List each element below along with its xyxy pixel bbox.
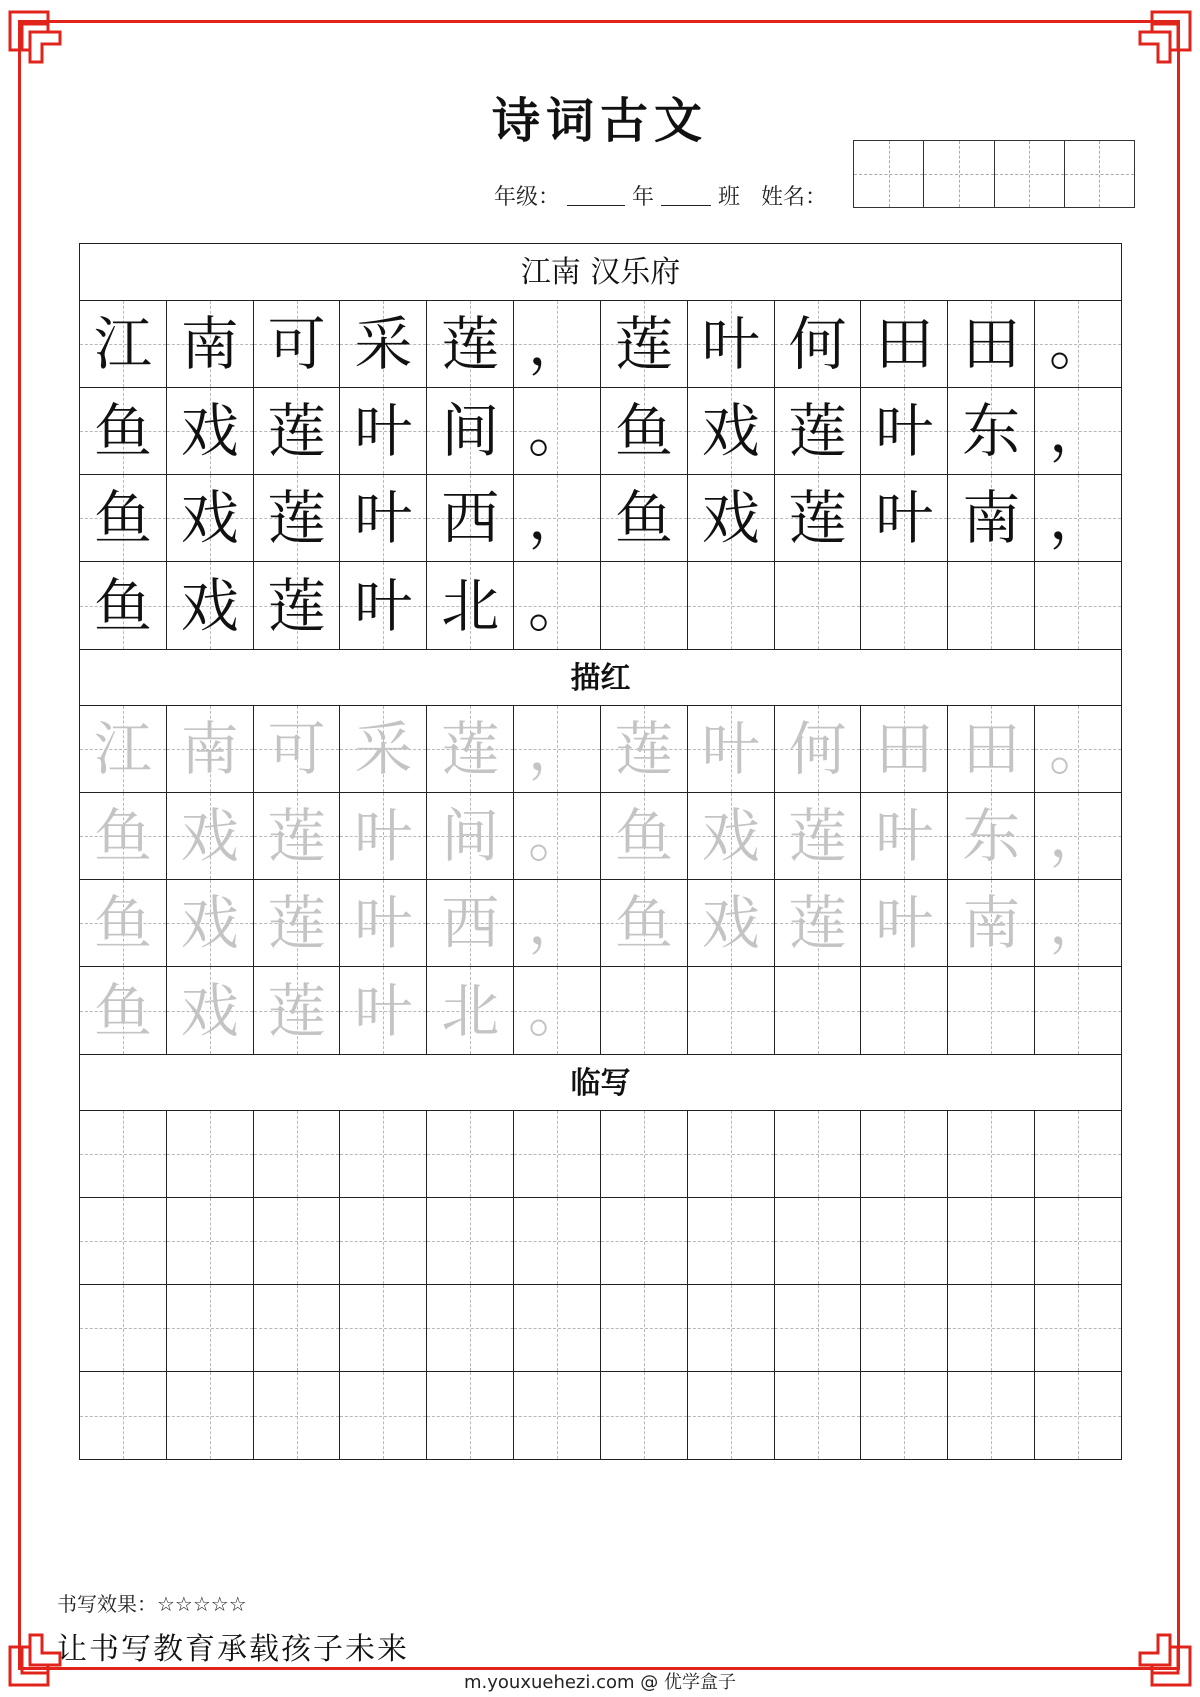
copy-cell[interactable] — [340, 1111, 427, 1197]
poem-cell — [254, 475, 341, 561]
copy-cell[interactable] — [167, 1111, 254, 1197]
poem-char: 叶 — [701, 310, 760, 378]
trace-char: 叶 — [875, 802, 934, 870]
poem-cell — [688, 562, 775, 649]
trace-row — [80, 793, 1121, 880]
poem-char: 鱼 — [93, 484, 152, 552]
trace-char: 戏 — [180, 976, 239, 1045]
trace-char: ， — [528, 889, 587, 957]
poem-cell — [167, 475, 254, 561]
copy-cell[interactable] — [861, 1198, 948, 1284]
copy-cell[interactable] — [340, 1198, 427, 1284]
poem-cell — [948, 388, 1035, 474]
trace-cell[interactable] — [167, 967, 254, 1054]
copy-grid — [80, 1111, 1121, 1459]
poem-cell — [427, 388, 514, 474]
trace-char: ， — [1049, 889, 1108, 957]
poem-char: 叶 — [354, 484, 413, 552]
poem-cell — [775, 562, 862, 649]
poem-cell — [514, 301, 601, 387]
trace-cell[interactable] — [340, 967, 427, 1054]
trace-char: 田 — [875, 715, 934, 783]
trace-cell[interactable] — [948, 706, 1035, 792]
poem-row — [80, 388, 1121, 475]
poem-char: 莲 — [441, 310, 500, 378]
trace-cell[interactable] — [948, 967, 1035, 1054]
poem-cell — [861, 562, 948, 649]
poem-char: ， — [528, 484, 587, 552]
trace-char: 戏 — [180, 889, 239, 957]
trace-cell[interactable] — [514, 706, 601, 792]
trace-char: 鱼 — [614, 802, 673, 870]
copy-cell[interactable] — [80, 1285, 167, 1371]
trace-cell[interactable] — [861, 706, 948, 792]
poem-cell — [254, 388, 341, 474]
trace-char: 鱼 — [93, 889, 152, 957]
trace-cell[interactable] — [601, 880, 688, 966]
trace-cell[interactable] — [167, 793, 254, 879]
poem-cell — [1035, 301, 1121, 387]
copy-cell[interactable] — [861, 1285, 948, 1371]
poem-cell — [254, 301, 341, 387]
corner-ornament-top-left — [8, 10, 78, 80]
poem-char: 田 — [962, 310, 1021, 378]
trace-char: 。 — [1049, 715, 1108, 783]
copy-cell[interactable] — [775, 1285, 862, 1371]
trace-char: ， — [528, 715, 587, 783]
copy-cell[interactable] — [1035, 1198, 1121, 1284]
trace-cell[interactable] — [340, 793, 427, 879]
copy-cell[interactable] — [427, 1372, 514, 1459]
poem-cell — [514, 388, 601, 474]
copy-cell[interactable] — [427, 1285, 514, 1371]
poem-cell — [688, 388, 775, 474]
copy-cell[interactable] — [601, 1285, 688, 1371]
writing-rating — [57, 1588, 247, 1617]
trace-cell[interactable] — [80, 967, 167, 1054]
trace-cell[interactable] — [340, 880, 427, 966]
copy-cell[interactable] — [601, 1198, 688, 1284]
trace-cell[interactable] — [601, 706, 688, 792]
trace-cell[interactable] — [601, 793, 688, 879]
poem-grid — [80, 301, 1121, 649]
trace-cell[interactable] — [688, 706, 775, 792]
trace-cell[interactable] — [775, 967, 862, 1054]
name-cell[interactable] — [995, 141, 1065, 207]
trace-char: 莲 — [267, 889, 326, 957]
trace-char: 戏 — [701, 889, 760, 957]
copy-cell[interactable] — [167, 1372, 254, 1459]
poem-cell — [601, 301, 688, 387]
poem-char: 莲 — [788, 397, 847, 465]
name-writing-grid[interactable] — [853, 140, 1135, 208]
poem-char: 叶 — [354, 397, 413, 465]
copy-cell[interactable] — [167, 1285, 254, 1371]
trace-char: 鱼 — [93, 802, 152, 870]
poem-cell — [601, 388, 688, 474]
poem-cell — [427, 475, 514, 561]
copy-row — [80, 1285, 1121, 1372]
trace-char: 间 — [441, 802, 500, 870]
poem-cell — [775, 301, 862, 387]
trace-char: 叶 — [875, 889, 934, 957]
copy-cell[interactable] — [861, 1111, 948, 1197]
poem-char: ， — [1049, 484, 1108, 552]
poem-cell — [167, 388, 254, 474]
poem-char: 莲 — [267, 571, 326, 640]
slogan: 让书写教育承载孩子未来 — [57, 1632, 409, 1667]
poem-char: 西 — [441, 484, 500, 552]
name-cell[interactable] — [924, 141, 994, 207]
copy-cell[interactable] — [80, 1372, 167, 1459]
trace-char: 叶 — [354, 889, 413, 957]
trace-char: 江 — [93, 715, 152, 783]
trace-cell[interactable] — [427, 880, 514, 966]
trace-char: 南 — [180, 715, 239, 783]
poem-cell — [948, 562, 1035, 649]
copy-row — [80, 1198, 1121, 1285]
poem-char: 何 — [788, 310, 847, 378]
poem-cell — [80, 388, 167, 474]
poem-cell — [340, 475, 427, 561]
poem-char: 鱼 — [614, 484, 673, 552]
trace-char: 莲 — [788, 889, 847, 957]
poem-char: 戏 — [180, 571, 239, 640]
poem-cell — [167, 301, 254, 387]
poem-char: 南 — [962, 484, 1021, 552]
poem-char: 。 — [1049, 310, 1108, 378]
copy-cell[interactable] — [340, 1372, 427, 1459]
poem-char: ， — [528, 310, 587, 378]
copy-cell[interactable] — [514, 1198, 601, 1284]
poem-char: ， — [1049, 397, 1108, 465]
trace-row — [80, 967, 1121, 1054]
copy-cell[interactable] — [775, 1198, 862, 1284]
copy-row — [80, 1111, 1121, 1198]
copy-cell[interactable] — [340, 1285, 427, 1371]
trace-cell[interactable] — [688, 880, 775, 966]
copy-cell[interactable] — [861, 1372, 948, 1459]
trace-char: ， — [1049, 802, 1108, 870]
copy-cell[interactable] — [948, 1285, 1035, 1371]
poem-row — [80, 562, 1121, 649]
trace-cell[interactable] — [254, 880, 341, 966]
trace-char: 叶 — [354, 976, 413, 1045]
name-label: 姓名： — [761, 185, 828, 210]
poem-cell — [775, 475, 862, 561]
poem-char: 莲 — [267, 484, 326, 552]
trace-char: 叶 — [354, 802, 413, 870]
trace-cell[interactable] — [861, 967, 948, 1054]
trace-cell[interactable] — [80, 706, 167, 792]
poem-char: 戏 — [701, 397, 760, 465]
poem-char: 江 — [93, 310, 152, 378]
class-label: 班 — [718, 185, 741, 210]
poem-cell — [775, 388, 862, 474]
poem-char: 间 — [441, 397, 500, 465]
poem-char: 莲 — [788, 484, 847, 552]
trace-char: 叶 — [701, 715, 760, 783]
trace-char: 戏 — [180, 802, 239, 870]
trace-char: 北 — [441, 976, 500, 1045]
trace-cell[interactable] — [1035, 967, 1121, 1054]
trace-cell[interactable] — [254, 793, 341, 879]
poem-cell — [340, 301, 427, 387]
trace-row — [80, 880, 1121, 967]
poem-cell — [601, 562, 688, 649]
poem-cell — [601, 475, 688, 561]
copy-cell[interactable] — [1035, 1372, 1121, 1459]
rating-label: 书写效果： — [57, 1592, 157, 1616]
trace-cell[interactable] — [1035, 706, 1121, 792]
poem-cell — [948, 301, 1035, 387]
trace-char: 鱼 — [93, 976, 152, 1045]
trace-cell[interactable] — [340, 706, 427, 792]
copy-cell[interactable] — [167, 1198, 254, 1284]
trace-cell[interactable] — [80, 880, 167, 966]
trace-cell[interactable] — [427, 793, 514, 879]
poem-cell — [948, 475, 1035, 561]
trace-cell[interactable] — [514, 880, 601, 966]
copy-row — [80, 1372, 1121, 1459]
poem-char: 鱼 — [93, 397, 152, 465]
trace-cell[interactable] — [775, 880, 862, 966]
poem-cell — [1035, 475, 1121, 561]
copy-cell[interactable] — [688, 1372, 775, 1459]
poem-cell — [1035, 562, 1121, 649]
copy-cell[interactable] — [514, 1372, 601, 1459]
copy-cell[interactable] — [775, 1372, 862, 1459]
trace-char: 西 — [441, 889, 500, 957]
trace-cell[interactable] — [861, 793, 948, 879]
copy-cell[interactable] — [688, 1111, 775, 1197]
trace-cell[interactable] — [1035, 880, 1121, 966]
trace-cell[interactable] — [601, 967, 688, 1054]
trace-heading: 描红 — [80, 649, 1121, 706]
trace-char: 鱼 — [614, 889, 673, 957]
poem-char: 田 — [875, 310, 934, 378]
poem-char: 采 — [354, 310, 413, 378]
copy-cell[interactable] — [948, 1372, 1035, 1459]
poem-cell — [340, 562, 427, 649]
trace-cell[interactable] — [1035, 793, 1121, 879]
copy-cell[interactable] — [427, 1198, 514, 1284]
trace-cell[interactable] — [688, 967, 775, 1054]
copy-cell[interactable] — [688, 1198, 775, 1284]
poem-cell — [80, 301, 167, 387]
trace-cell[interactable] — [427, 706, 514, 792]
poem-char: 叶 — [354, 571, 413, 640]
poem-char: 戏 — [180, 397, 239, 465]
class-blank[interactable] — [661, 185, 711, 206]
poem-char: 戏 — [701, 484, 760, 552]
trace-cell[interactable] — [514, 967, 601, 1054]
copy-cell[interactable] — [80, 1111, 167, 1197]
trace-char: 莲 — [267, 976, 326, 1045]
poem-char: 东 — [962, 397, 1021, 465]
poem-cell — [861, 301, 948, 387]
copy-cell[interactable] — [1035, 1111, 1121, 1197]
trace-cell[interactable] — [427, 967, 514, 1054]
copy-cell[interactable] — [254, 1372, 341, 1459]
copy-cell[interactable] — [514, 1111, 601, 1197]
trace-cell[interactable] — [775, 793, 862, 879]
copy-cell[interactable] — [601, 1372, 688, 1459]
poem-cell — [340, 388, 427, 474]
trace-cell[interactable] — [167, 706, 254, 792]
copy-cell[interactable] — [601, 1111, 688, 1197]
poem-heading: 江南 汉乐府 — [80, 244, 1121, 301]
grade-label: 年级： — [494, 185, 561, 210]
copy-heading: 临写 — [80, 1054, 1121, 1111]
trace-cell[interactable] — [688, 793, 775, 879]
trace-char: 田 — [962, 715, 1021, 783]
trace-char: 莲 — [441, 715, 500, 783]
poem-cell — [861, 475, 948, 561]
grade-blank[interactable] — [567, 185, 625, 206]
poem-cell — [254, 562, 341, 649]
trace-cell[interactable] — [80, 793, 167, 879]
poem-cell — [688, 475, 775, 561]
page-title: 诗词古文 — [491, 93, 708, 149]
poem-cell — [514, 475, 601, 561]
poem-row — [80, 475, 1121, 562]
copy-cell[interactable] — [514, 1285, 601, 1371]
poem-cell — [167, 562, 254, 649]
trace-char: 莲 — [788, 802, 847, 870]
poem-char: 。 — [528, 571, 587, 640]
copy-cell[interactable] — [948, 1198, 1035, 1284]
trace-char: 莲 — [267, 802, 326, 870]
corner-ornament-top-right — [1122, 10, 1192, 80]
trace-char: 莲 — [614, 715, 673, 783]
poem-char: 莲 — [267, 397, 326, 465]
copy-cell[interactable] — [1035, 1285, 1121, 1371]
poem-cell — [80, 562, 167, 649]
year-label: 年 — [632, 185, 655, 210]
student-info-line — [494, 180, 827, 211]
trace-cell[interactable] — [861, 880, 948, 966]
copy-cell[interactable] — [254, 1111, 341, 1197]
trace-char: 采 — [354, 715, 413, 783]
poem-cell — [427, 562, 514, 649]
poem-char: 叶 — [875, 484, 934, 552]
copy-cell[interactable] — [688, 1285, 775, 1371]
practice-sheet — [79, 243, 1122, 1460]
name-cell[interactable] — [1065, 141, 1134, 207]
poem-cell — [80, 475, 167, 561]
trace-cell[interactable] — [514, 793, 601, 879]
trace-cell[interactable] — [775, 706, 862, 792]
trace-cell[interactable] — [254, 706, 341, 792]
poem-char: 鱼 — [93, 571, 152, 640]
poem-char: 叶 — [875, 397, 934, 465]
copy-cell[interactable] — [254, 1285, 341, 1371]
poem-char: 北 — [441, 571, 500, 640]
copy-cell[interactable] — [254, 1198, 341, 1284]
copy-cell[interactable] — [948, 1111, 1035, 1197]
trace-cell[interactable] — [948, 880, 1035, 966]
trace-char: 戏 — [701, 802, 760, 870]
trace-row — [80, 706, 1121, 793]
poem-cell — [427, 301, 514, 387]
poem-char: 。 — [528, 397, 587, 465]
rating-stars[interactable]: ☆☆☆☆☆ — [157, 1592, 247, 1616]
poem-char: 莲 — [614, 310, 673, 378]
copy-cell[interactable] — [80, 1198, 167, 1284]
poem-cell — [1035, 388, 1121, 474]
name-cell[interactable] — [854, 141, 924, 207]
trace-char: 东 — [962, 802, 1021, 870]
poem-cell — [688, 301, 775, 387]
watermark-footer: m.youxuehezi.com @ 优学盒子 — [463, 1672, 736, 1693]
poem-cell — [861, 388, 948, 474]
trace-cell[interactable] — [167, 880, 254, 966]
trace-char: 何 — [788, 715, 847, 783]
poem-char: 可 — [267, 310, 326, 378]
poem-cell — [514, 562, 601, 649]
poem-char: 鱼 — [614, 397, 673, 465]
poem-row — [80, 301, 1121, 388]
trace-grid — [80, 706, 1121, 1054]
trace-char: 南 — [962, 889, 1021, 957]
copy-cell[interactable] — [427, 1111, 514, 1197]
trace-char: 可 — [267, 715, 326, 783]
poem-char: 戏 — [180, 484, 239, 552]
copy-cell[interactable] — [775, 1111, 862, 1197]
trace-cell[interactable] — [948, 793, 1035, 879]
poem-char: 南 — [180, 310, 239, 378]
trace-cell[interactable] — [254, 967, 341, 1054]
trace-char: 。 — [528, 976, 587, 1045]
trace-char: 。 — [528, 802, 587, 870]
